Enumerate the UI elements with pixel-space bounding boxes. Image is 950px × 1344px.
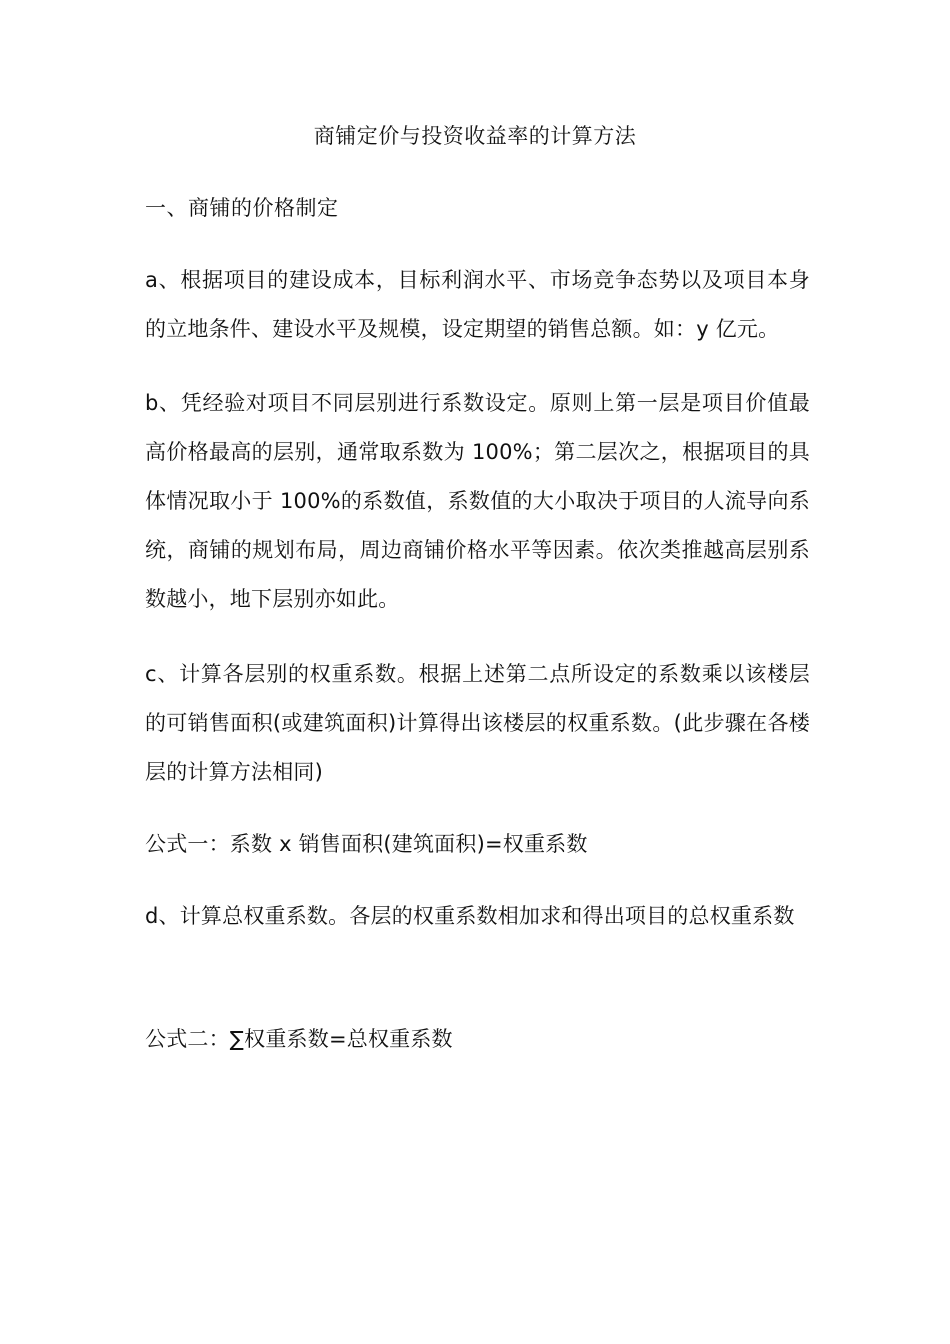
paragraph-b: b、凭经验对项目不同层别进行系数设定。原则上第一层是项目价值最高价格最高的层别，通常取系数为 100%；第二层次之，根据项目的具体情况取小于 100%的系数值，系数值的大小取决于项目的人流导向系统，商铺的规划布局，周边商铺价格水平等因素。依次类推越高层别系数越小，地下层别亦如此。 (145, 391, 810, 611)
paragraph-d: d、计算总权重系数。各层的权重系数相加求和得出项目的总权重系数 (145, 904, 795, 928)
section-heading-pricing: 一、商铺的价格制定 (145, 196, 339, 220)
formula-2: 公式二：∑权重系数=总权重系数 (145, 1027, 453, 1051)
formula-1: 公式一：系数 x 销售面积(建筑面积)=权重系数 (145, 832, 588, 856)
document-title: 商铺定价与投资收益率的计算方法 (313, 124, 637, 148)
paragraph-a: a、根据项目的建设成本，目标利润水平、市场竞争态势以及项目本身的立地条件、建设水平及规模，设定期望的销售总额。如：y 亿元。 (145, 268, 810, 341)
paragraph-c: c、计算各层别的权重系数。根据上述第二点所设定的系数乘以该楼层的可销售面积(或建筑面积)计算得出该楼层的权重系数。(此步骤在各楼层的计算方法相同) (145, 662, 810, 784)
